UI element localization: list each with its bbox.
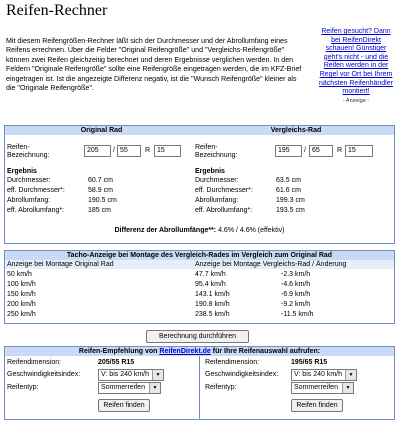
- original-tire-label-2: Bezeichnung:: [7, 152, 50, 159]
- original-result-heading: Ergebnis: [7, 168, 37, 175]
- intro-text: Mit diesem Reifengrößen-Rechner läßt sich der Durchmesser und der Abrollumfang eines Reifens errechnen. Über die Felder "Original Reifengröße" und "Vergleichs-Reifengröße" können zwei Reifen gleichzeitig berechnet und deren Ergebnisse verglichen werden. In den Feldern "Originale Reifengröße" sollte eine Reifengröße eingetragen werden, die im KFZ-Brief eingetragen ist. Ist die angezeigte Differenz negativ, ist die "Wunsch Reifengröße" kleiner als die "Originale Reifengröße".: [6, 37, 302, 93]
- reifendirekt-link[interactable]: ReifenDirekt.de: [159, 348, 211, 355]
- right-type-label: Reifentyp:: [205, 384, 237, 391]
- right-speed-label: Geschwindigkeitsindex:: [205, 371, 279, 378]
- tacho-col1-header: Anzeige bei Montage Original Rad: [7, 261, 114, 268]
- compare-r-label: R: [337, 147, 343, 154]
- tacho-panel: [4, 250, 395, 324]
- right-dimension-label: Reifendimension:: [205, 359, 260, 366]
- compare-tire-label-2: Bezeichnung:: [195, 152, 238, 159]
- recommend-header: Reifen-Empfehlung von ReifenDirekt.de für Ihre Reifenauswahl aufrufen:: [5, 347, 394, 356]
- left-find-button[interactable]: Reifen finden: [98, 399, 150, 412]
- compare-eff-diameter-label: eff. Durchmesser*:: [195, 187, 253, 194]
- original-width-input[interactable]: 205: [84, 145, 111, 157]
- original-eff-diameter-value: 58.9 cm: [88, 187, 113, 194]
- compare-circumference-label: Abrollumfang:: [195, 197, 239, 204]
- tacho-row: 250 km/h 238.5 km/h -11.5 km/h: [7, 311, 314, 318]
- compare-eff-circumference-value: 193.5 cm: [276, 207, 305, 214]
- compare-eff-diameter-value: 61.6 cm: [276, 187, 301, 194]
- original-eff-diameter-label: eff. Durchmesser*:: [7, 187, 65, 194]
- right-dimension-value: 195/65 R15: [291, 359, 328, 366]
- compare-tire-label-1: Reifen-: [195, 144, 218, 151]
- compare-result-heading: Ergebnis: [195, 168, 225, 175]
- original-diameter-label: Durchmesser:: [7, 177, 51, 184]
- ad-label: - Anzeige -: [342, 97, 370, 104]
- original-eff-circumference-value: 185 cm: [88, 207, 111, 214]
- recommend-panel: [4, 346, 395, 420]
- difference-label: Differenz der Abrollumfänge**:: [114, 227, 217, 234]
- calculate-button[interactable]: Berechnung durchführen: [146, 330, 249, 343]
- left-type-select[interactable]: Sommerreifen ▼: [98, 382, 161, 394]
- chevron-down-icon: ▼: [345, 370, 356, 380]
- compare-rim-input[interactable]: 15: [345, 145, 373, 157]
- left-speed-label: Geschwindigkeitsindex:: [7, 371, 81, 378]
- left-type-label: Reifentyp:: [7, 384, 39, 391]
- original-eff-circumference-label: eff. Abrollumfang*:: [7, 207, 65, 214]
- ad-link[interactable]: Reifen gesucht? Dann bei ReifenDirekt schauen! Günstiger geht's nicht - und die Reifen werden in der Regel vor Ort bei Ihrem nächsten Reifenhändler montiert!: [319, 28, 393, 96]
- tacho-row: 50 km/h 47.7 km/h -2.3 km/h: [7, 271, 311, 278]
- compare-header: Vergleichs-Rad: [270, 127, 322, 134]
- original-circumference-value: 190.5 cm: [88, 197, 117, 204]
- left-dimension-label: Reifendimension:: [7, 359, 62, 366]
- calculator-panel: Original Rad Vergleichs-Rad Reifen- Bezeichnung: 205 / 55 R 15 Reifen- Bezeichnung: 195 / 65 R 15 Ergebnis Ergebnis Durchmesser: 60.7 cm eff. Durchmesser*: 58.9 cm Abrollumfang: 190.5 cm eff. Abrollumfang*: 185 cm Durchmesser: 63.5 cm eff. Durchmesser*: 61.6 cm Abrollumfang: 199.3 cm eff. Abrollumfang*: 193.5 cm Differenz der Abrollumfänge**: 4.6% / 4.6% (effektiv): [4, 125, 395, 244]
- right-speed-select[interactable]: V: bis 240 km/h ▼: [291, 369, 357, 381]
- difference-value: 4.6% / 4.6% (effektiv): [218, 227, 285, 234]
- compare-diameter-value: 63.5 cm: [276, 177, 301, 184]
- chevron-down-icon: ▼: [152, 370, 163, 380]
- right-type-select[interactable]: Sommerreifen ▼: [291, 382, 354, 394]
- original-ratio-input[interactable]: 55: [117, 145, 141, 157]
- calc-header: [5, 126, 394, 135]
- chevron-down-icon: ▼: [149, 383, 160, 393]
- tacho-row: 100 km/h 95.4 km/h -4.6 km/h: [7, 281, 311, 288]
- compare-eff-circumference-label: eff. Abrollumfang*:: [195, 207, 253, 214]
- ad-box[interactable]: [316, 28, 396, 105]
- original-rim-input[interactable]: 15: [154, 145, 181, 157]
- original-diameter-value: 60.7 cm: [88, 177, 113, 184]
- original-circumference-label: Abrollumfang:: [7, 197, 51, 204]
- page-title: Reifen-Rechner: [6, 2, 108, 19]
- original-header: Original Rad: [80, 127, 123, 134]
- tacho-col2-header: Anzeige bei Montage Vergleichs-Rad / Änderung: [195, 261, 347, 268]
- compare-diameter-label: Durchmesser:: [195, 177, 239, 184]
- original-r-label: R: [145, 147, 151, 154]
- left-speed-select[interactable]: V: bis 240 km/h ▼: [98, 369, 164, 381]
- original-tire-label-1: Reifen-: [7, 144, 30, 151]
- left-dimension-value: 205/55 R15: [98, 359, 135, 366]
- tacho-header: Tacho-Anzeige bei Montage des Vergleich-Rades im Vergleich zum Original Rad: [5, 251, 394, 260]
- difference-row: [5, 227, 394, 234]
- tacho-row: 150 km/h 143.1 km/h -6.9 km/h: [7, 291, 311, 298]
- right-find-button[interactable]: Reifen finden: [291, 399, 343, 412]
- compare-width-input[interactable]: 195: [275, 145, 302, 157]
- compare-ratio-input[interactable]: 65: [309, 145, 333, 157]
- chevron-down-icon: ▼: [342, 383, 353, 393]
- compare-circumference-value: 199.3 cm: [276, 197, 305, 204]
- tacho-row: 200 km/h 190.8 km/h -9.2 km/h: [7, 301, 311, 308]
